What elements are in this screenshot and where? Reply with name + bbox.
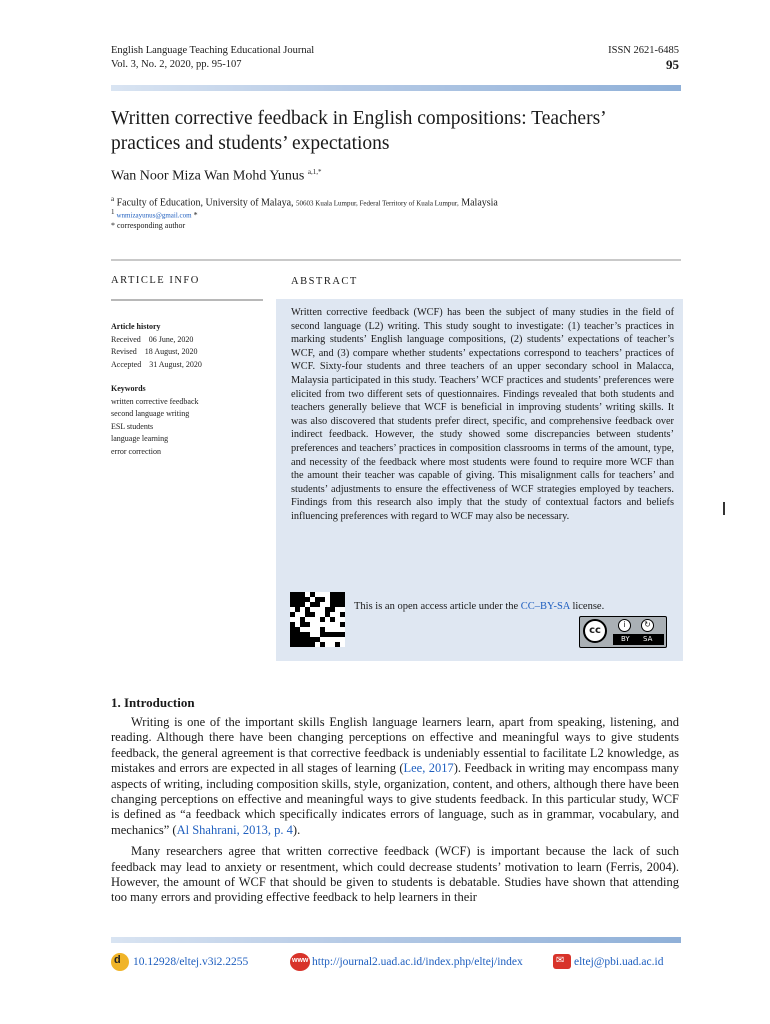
journal-email-link[interactable]: eltej@pbi.uad.ac.id: [574, 956, 664, 968]
margin-mark: [723, 502, 725, 515]
cc-sa-label: SA: [643, 635, 653, 643]
citation-link-lee[interactable]: Lee, 2017: [403, 761, 454, 776]
affiliation-address: 50603 Kuala Lumpur, Federal Territory of Kuala Lumpur,: [296, 199, 459, 208]
page-number: 95: [666, 57, 679, 72]
license-link[interactable]: CC–BY-SA: [520, 601, 570, 612]
article-info-heading: ARTICLE INFO: [111, 275, 200, 286]
article-history: [111, 321, 271, 458]
share-alike-icon: ↻: [641, 619, 654, 632]
intro-p1-text-a: Writing is one of the important skills English language learners learn, apart from speaking, listening, and reading. Although there have been changing perceptions on effective and meaningful ways to give students feedback, the general agreement is that corrective feedback is undeniably essential to facilitate L2 knowledge, as mistakes and errors are expected in all stages of learning (: [111, 715, 679, 776]
history-heading: Article history: [111, 322, 161, 331]
intro-p1-text-c: ).: [292, 822, 301, 837]
license-post: license.: [569, 601, 605, 612]
keyword-item: written corrective feedback: [111, 396, 199, 406]
cc-icon: cc: [583, 619, 607, 643]
email-marker: 1: [111, 208, 115, 216]
section-rule: [111, 259, 681, 261]
footer-rule: [111, 937, 681, 943]
header-rule: [111, 85, 681, 91]
revised-date: Revised 18 August, 2020: [111, 347, 198, 356]
section-heading-introduction: 1. Introduction: [111, 695, 195, 710]
title-line-1: Written corrective feedback in English compositions: Teachers’: [111, 108, 607, 129]
affiliation-marker: a: [111, 195, 115, 203]
journal-url-link[interactable]: http://journal2.uad.ac.id/index.php/eltej/index: [312, 956, 523, 968]
website-icon: www: [290, 953, 310, 971]
keyword-item: error correction: [111, 446, 161, 456]
volume-info: Vol. 3, No. 2, 2020, pp. 95-107: [111, 59, 242, 70]
doi-icon: d: [111, 953, 129, 971]
received-date: Received 06 June, 2020: [111, 334, 194, 344]
email-line: [111, 208, 198, 220]
license-pre: This is an open access article under the: [354, 601, 521, 612]
email-star: *: [193, 210, 198, 220]
doi-link[interactable]: 10.12928/eltej.v3i2.2255: [133, 956, 249, 968]
affiliation-main: Faculty of Education, University of Malaya,: [116, 197, 294, 209]
article-title: [111, 106, 691, 156]
citation-link-alshahrani[interactable]: Al Shahrani, 2013, p. 4: [176, 822, 293, 837]
cc-icons-row: [613, 617, 664, 633]
attribution-icon: i: [618, 619, 631, 632]
affiliation-country: Malaysia: [461, 197, 498, 209]
author-sup: a,1,*: [307, 168, 322, 176]
article-info-rule: [111, 299, 263, 301]
cc-by-sa-badge[interactable]: [579, 616, 667, 648]
affiliation: [111, 195, 498, 208]
introduction-body: [111, 715, 679, 912]
corresponding-author: * corresponding author: [111, 221, 186, 230]
title-line-2: practices and students’ expectations: [111, 133, 390, 154]
license-line: [354, 601, 604, 612]
cc-label-bar: [613, 634, 664, 645]
keyword-item: language learning: [111, 434, 169, 443]
keywords-heading: Keywords: [111, 384, 146, 393]
qr-code: [290, 592, 345, 647]
journal-name: English Language Teaching Educational Journal: [111, 45, 315, 56]
keyword-item: second language writing: [111, 409, 190, 418]
intro-paragraph-2: Many researchers agree that written corrective feedback (WCF) is important because the lack of such feedback may lead to anxiety or resentment, which could decrease students’ motivation to learn (Ferris, 2004). However, the amount of WCF that should be given to students is debatable. Studies have shown that attending too many errors and providing effective feedback to help learners in their: [111, 844, 679, 905]
keyword-item: ESL students: [111, 421, 154, 431]
author-name: Wan Noor Miza Wan Mohd Yunus: [111, 168, 305, 184]
abstract-heading: ABSTRACT: [291, 276, 358, 287]
abstract-text: Written corrective feedback (WCF) has been the subject of many studies in the field of second language (L2) writing. This study sought to investigate: (1) teacher’s practices in marking students’ English language compositions, (2) students’ expectations of teacher’s WCF, and (3) compare whether students’ expectations correspond to teachers’ practices of WCF. Sixty-four students and three teachers of an upper secondary school in Malacca, Malaysia participated in this study. Teachers’ WCF practices and students’ preferences were elicited from two different sets of questionnaires. Findings revealed that both students and teachers generally believe that WCF is beneficial in improving students’ writing skills. It was also discovered that students prefer direct, specific, and comprehensive feedback over indirect feedback. However, the study showed some discrepancies between students’ preferences and teachers’ practices in composition classrooms in terms of the amount, type, and necessity of the feedback where most students were found to require more WCF than the amount their teacher was capable of giving. This misalignment calls for teachers’ and students’ adjustments to ensure the effectiveness of WCF strategies employed by teachers. Findings from this research also imply that the study of contextual factors and beliefs influencing preferences with regard to WCF may also be necessary.: [291, 307, 674, 522]
intro-p1-text-b: ). Feedback in writing may encompass many aspects of writing, including composition skills, style, organization, content, and others, although there have been changing perceptions on effective and meaningful ways to give students feedback. In this particular study, WCF is defined as “a feedback which specifically indicates errors of language, such as in grammar, vocabulary, and mechanics” (: [111, 761, 679, 837]
accepted-date: Accepted 31 August, 2020: [111, 359, 202, 369]
issn: ISSN 2621-6485: [608, 45, 679, 56]
intro-paragraph-1: [111, 715, 679, 838]
email-icon: ✉: [553, 954, 571, 969]
author-email-link[interactable]: wnmizayunus@gmail.com: [116, 211, 192, 220]
cc-by-label: BY: [621, 635, 630, 643]
author: [111, 168, 321, 185]
